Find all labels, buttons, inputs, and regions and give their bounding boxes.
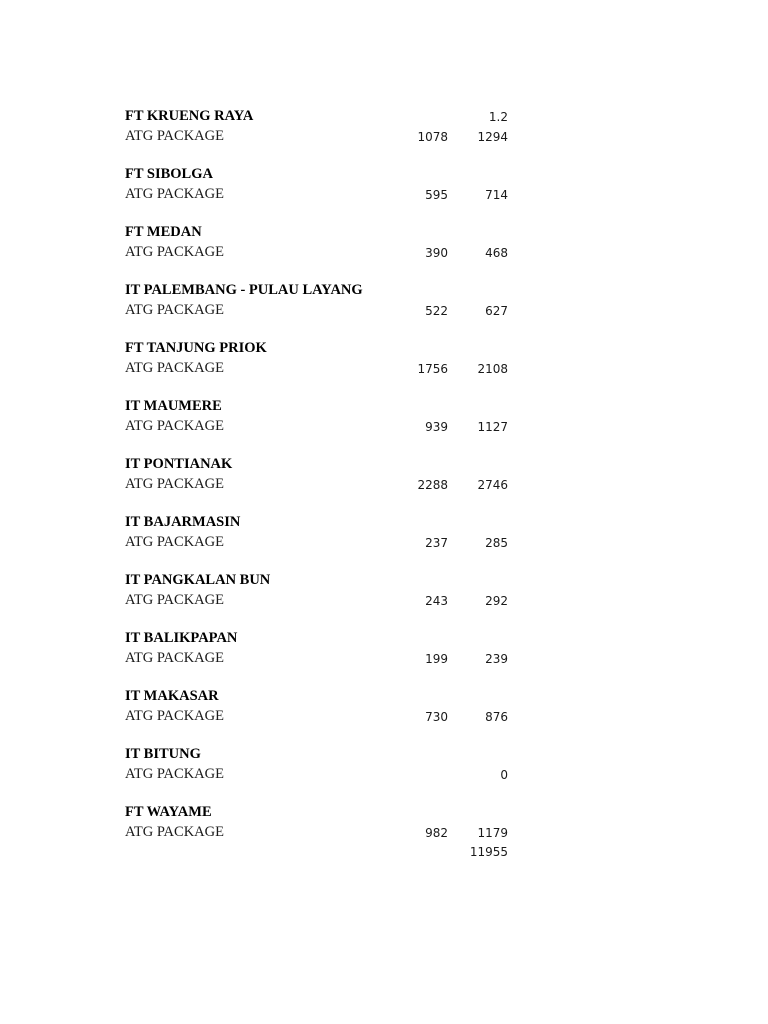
adjusted-value: 2108 [477, 361, 508, 376]
terminal-header-row [125, 804, 515, 824]
package-label: ATG PACKAGE [125, 185, 224, 202]
package-row [125, 418, 515, 438]
terminal-name: IT PALEMBANG - PULAU LAYANG [125, 282, 363, 298]
package-label: ATG PACKAGE [125, 707, 224, 724]
terminal-name: FT TANJUNG PRIOK [125, 340, 267, 356]
total-row [125, 843, 515, 863]
package-row [125, 650, 515, 670]
terminal-header-row [125, 224, 515, 244]
terminal-name: FT KRUENG RAYA [125, 108, 254, 124]
terminal-list [125, 108, 515, 843]
package-row [125, 534, 515, 554]
package-label: ATG PACKAGE [125, 417, 224, 434]
adjusted-value: 1294 [477, 129, 508, 144]
terminal-header-row [125, 572, 515, 592]
package-row [125, 766, 515, 786]
terminal-block [125, 572, 515, 611]
header-value: 1.2 [488, 110, 508, 124]
terminal-block [125, 398, 515, 437]
package-label: ATG PACKAGE [125, 359, 224, 376]
package-label: ATG PACKAGE [125, 823, 224, 840]
terminal-block [125, 166, 515, 205]
terminal-block [125, 630, 515, 669]
terminal-header-row [125, 514, 515, 534]
adjusted-value: 627 [485, 303, 508, 318]
terminal-block [125, 340, 515, 379]
terminal-header-row [125, 166, 515, 186]
base-value: 2288 [417, 477, 448, 492]
terminal-name: IT MAKASAR [125, 688, 219, 704]
terminal-header-row [125, 108, 515, 128]
package-row [125, 360, 515, 380]
base-value: 199 [425, 651, 448, 666]
spreadsheet-page [125, 108, 515, 863]
adjusted-value: 1179 [477, 825, 508, 840]
base-value: 522 [425, 303, 448, 318]
terminal-block [125, 282, 515, 321]
terminal-header-row [125, 688, 515, 708]
terminal-header-row [125, 282, 515, 302]
terminal-block [125, 746, 515, 785]
terminal-block [125, 688, 515, 727]
terminal-header-row [125, 746, 515, 766]
package-label: ATG PACKAGE [125, 649, 224, 666]
adjusted-value: 285 [485, 535, 508, 550]
terminal-block [125, 804, 515, 843]
package-row [125, 302, 515, 322]
base-value: 730 [425, 709, 448, 724]
adjusted-value: 876 [485, 709, 508, 724]
base-value: 595 [425, 187, 448, 202]
adjusted-value: 468 [485, 245, 508, 260]
terminal-header-row [125, 630, 515, 650]
base-value: 237 [425, 535, 448, 550]
terminal-name: IT BITUNG [125, 746, 201, 762]
terminal-block [125, 456, 515, 495]
package-label: ATG PACKAGE [125, 301, 224, 318]
terminal-name: IT PANGKALAN BUN [125, 572, 271, 588]
terminal-header-row [125, 398, 515, 418]
package-row [125, 708, 515, 728]
terminal-name: IT PONTIANAK [125, 456, 233, 472]
adjusted-value: 2746 [477, 477, 508, 492]
terminal-block [125, 514, 515, 553]
terminal-name: FT MEDAN [125, 224, 202, 240]
adjusted-value: 714 [485, 187, 508, 202]
base-value: 939 [425, 419, 448, 434]
package-label: ATG PACKAGE [125, 591, 224, 608]
package-row [125, 476, 515, 496]
terminal-name: IT MAUMERE [125, 398, 222, 414]
package-row [125, 824, 515, 844]
package-label: ATG PACKAGE [125, 475, 224, 492]
base-value: 1078 [417, 129, 448, 144]
terminal-header-row [125, 340, 515, 360]
grand-total: 11955 [469, 845, 508, 859]
base-value: 390 [425, 245, 448, 260]
adjusted-value: 1127 [477, 419, 508, 434]
adjusted-value: 0 [500, 767, 508, 782]
terminal-name: FT WAYAME [125, 804, 212, 820]
package-row [125, 186, 515, 206]
terminal-name: FT SIBOLGA [125, 166, 213, 182]
package-row [125, 128, 515, 148]
package-row [125, 592, 515, 612]
package-label: ATG PACKAGE [125, 127, 224, 144]
terminal-block [125, 224, 515, 263]
base-value: 982 [425, 825, 448, 840]
terminal-name: IT BALIKPAPAN [125, 630, 238, 646]
terminal-name: IT BAJARMASIN [125, 514, 241, 530]
package-label: ATG PACKAGE [125, 765, 224, 782]
adjusted-value: 239 [485, 651, 508, 666]
terminal-header-row [125, 456, 515, 476]
base-value: 1756 [417, 361, 448, 376]
package-label: ATG PACKAGE [125, 243, 224, 260]
terminal-block [125, 108, 515, 147]
base-value: 243 [425, 593, 448, 608]
package-row [125, 244, 515, 264]
adjusted-value: 292 [485, 593, 508, 608]
package-label: ATG PACKAGE [125, 533, 224, 550]
